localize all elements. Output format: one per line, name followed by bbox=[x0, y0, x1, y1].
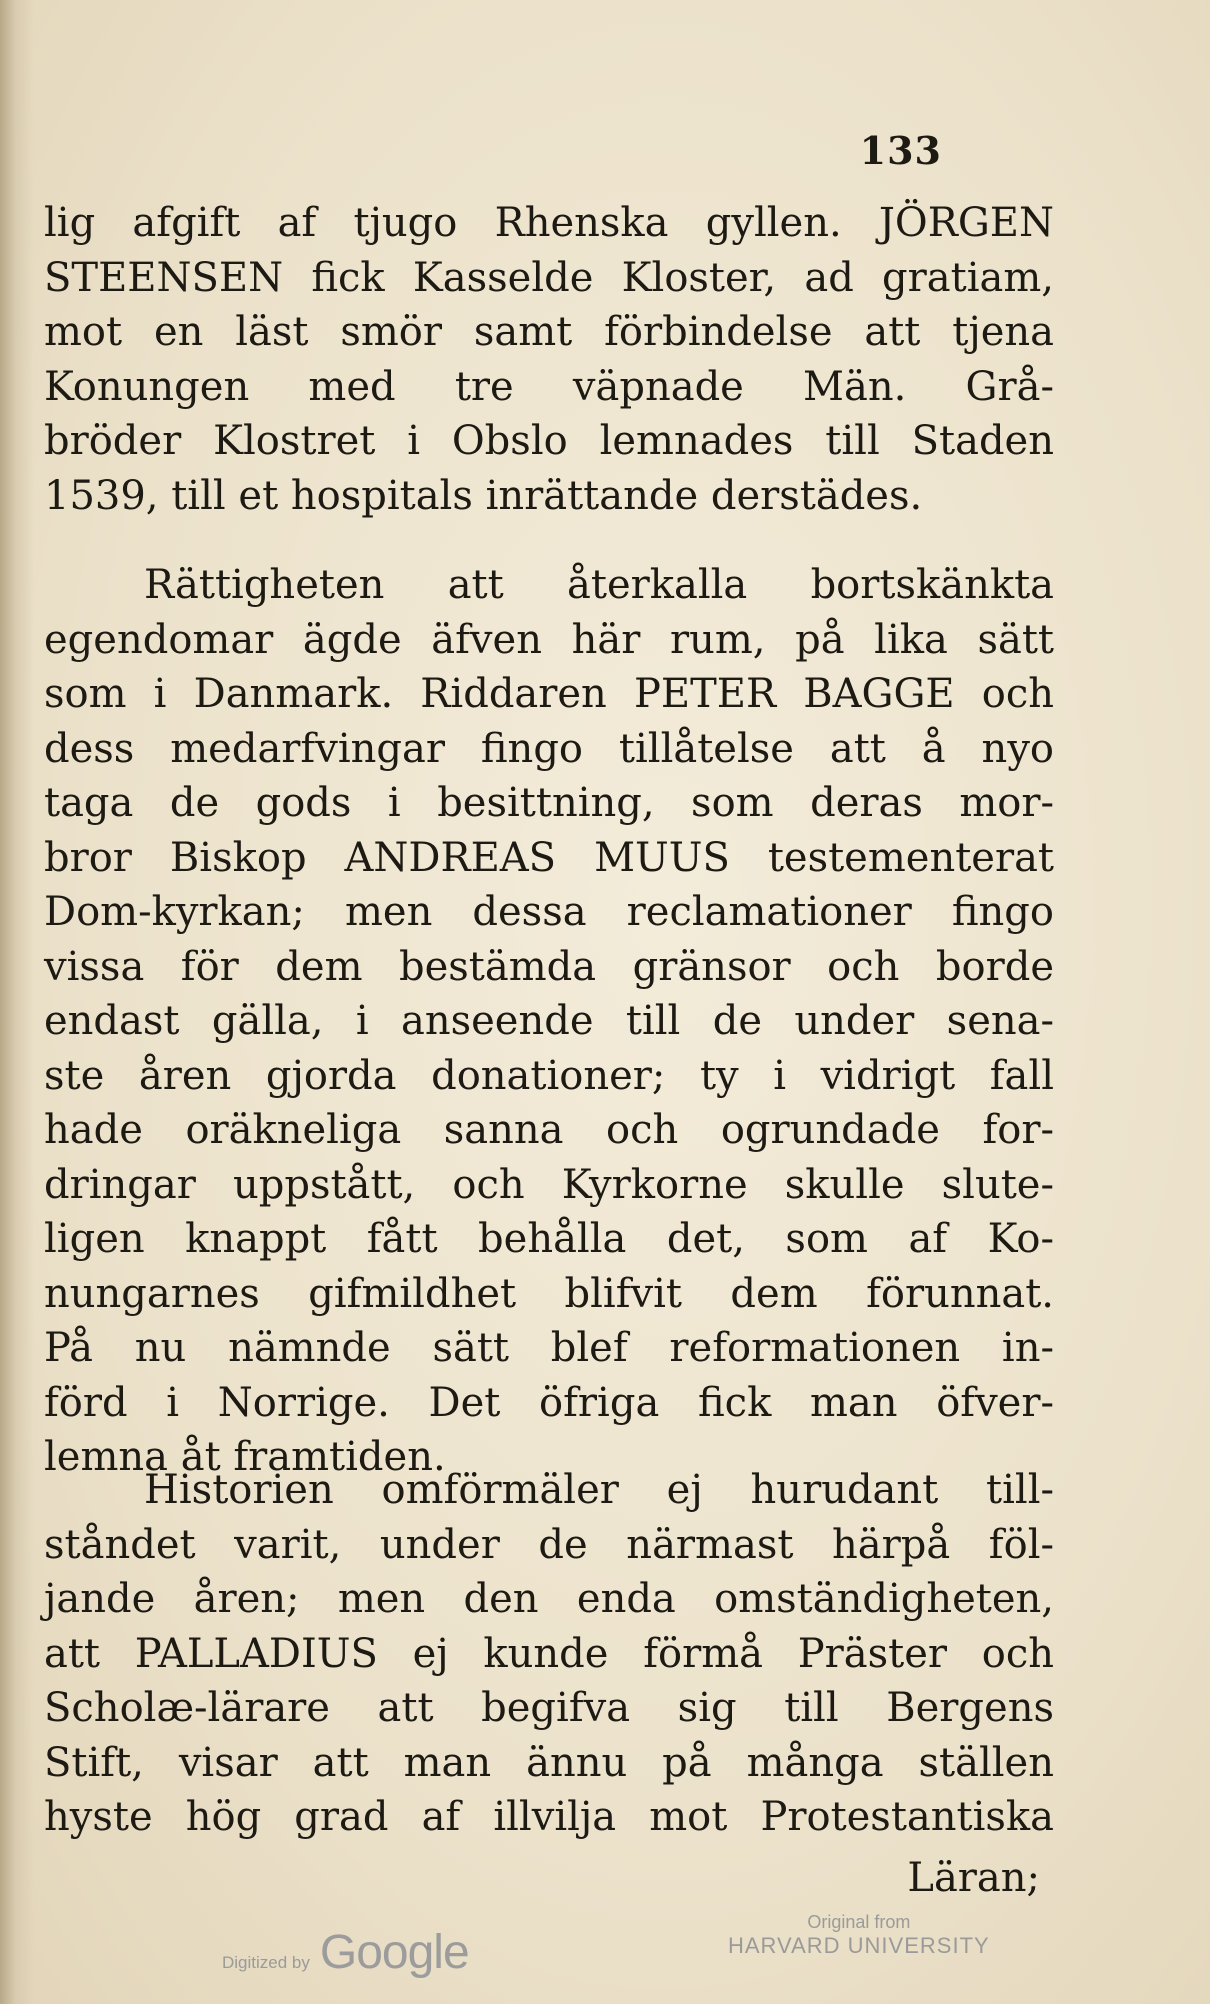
original-from-label: Original from bbox=[807, 1912, 911, 1932]
text-line: dringar uppstått, och Kyrkorne skulle slute- bbox=[44, 1161, 1054, 1208]
text-line: hade oräkneliga sanna och ogrundade for- bbox=[44, 1107, 1054, 1153]
text-line: bröder Klostret i Obslo lemnades till Staden bbox=[44, 418, 1054, 464]
text-line: taga de gods i besittning, som deras mor- bbox=[44, 780, 1054, 826]
paragraph-1 bbox=[44, 196, 1054, 523]
text-line: lig afgift af tjugo Rhenska gyllen. JÖRGEN bbox=[44, 200, 1054, 246]
text-line: Scholæ-lärare att begifva sig till Bergens bbox=[44, 1685, 1054, 1731]
text-line: Rättigheten att återkalla bortskänkta bbox=[144, 562, 1054, 608]
digitized-label: Digitized by bbox=[222, 1953, 310, 1972]
text-line: 1539, till et hospitals inrättande derstädes. bbox=[44, 472, 923, 519]
page-number: 133 bbox=[859, 128, 942, 173]
text-line: vissa för dem bestämda gränsor och borde bbox=[44, 943, 1054, 990]
text-line: att PALLADIUS ej kunde förmå Präster och bbox=[44, 1630, 1054, 1677]
text-line: bror Biskop ANDREAS MUUS testementerat bbox=[44, 834, 1054, 881]
text-line: ståndet varit, under de närmast härpå föl- bbox=[44, 1521, 1054, 1568]
google-logo: Google bbox=[319, 1926, 469, 1979]
text-line: egendomar ägde äfven här rum, på lika sätt bbox=[44, 616, 1054, 663]
text-line: förd i Norrige. Det öfriga fick man öfver- bbox=[44, 1379, 1054, 1426]
text-line: hyste hög grad af illvilja mot Protestantiska bbox=[44, 1794, 1054, 1840]
library-name: HARVARD UNIVERSITY bbox=[728, 1933, 990, 1958]
text-line: Historien omförmäler ej hurudant till- bbox=[144, 1467, 1054, 1513]
text-line: Stift, visar att man ännu på många ställen bbox=[44, 1739, 1054, 1786]
paragraph-2 bbox=[44, 558, 1054, 1485]
original-from-footer bbox=[728, 1912, 990, 1959]
text-line: endast gälla, i anseende till de under sena- bbox=[44, 998, 1054, 1044]
text-line: som i Danmark. Riddaren PETER BAGGE och bbox=[44, 671, 1054, 717]
catchword-container bbox=[907, 1855, 1040, 1901]
text-line: På nu nämnde sätt blef reformationen in- bbox=[44, 1325, 1054, 1371]
page-gutter bbox=[0, 0, 34, 2004]
paragraph-3 bbox=[44, 1463, 1054, 1845]
text-line: mot en läst smör samt förbindelse att tjena bbox=[44, 309, 1054, 355]
text-line: Konungen med tre väpnade Män. Grå- bbox=[44, 363, 1054, 410]
text-line: dess medarfvingar fingo tillåtelse att å nyo bbox=[44, 725, 1054, 772]
text-line: STEENSEN fick Kasselde Kloster, ad gratiam, bbox=[44, 254, 1054, 301]
digitized-by-footer bbox=[222, 1925, 469, 1980]
text-line: lemna åt framtiden. bbox=[44, 1434, 446, 1480]
catchword: Läran; bbox=[907, 1855, 1040, 1901]
text-line: jande åren; men den enda omständigheten, bbox=[44, 1576, 1054, 1622]
text-line: ligen knappt fått behålla det, som af Ko- bbox=[44, 1216, 1054, 1262]
text-line: Dom-kyrkan; men dessa reclamationer fingo bbox=[44, 889, 1054, 935]
text-line: ste åren gjorda donationer; ty i vidrigt fall bbox=[44, 1052, 1054, 1099]
text-line: nungarnes gifmildhet blifvit dem förunnat. bbox=[44, 1270, 1054, 1317]
